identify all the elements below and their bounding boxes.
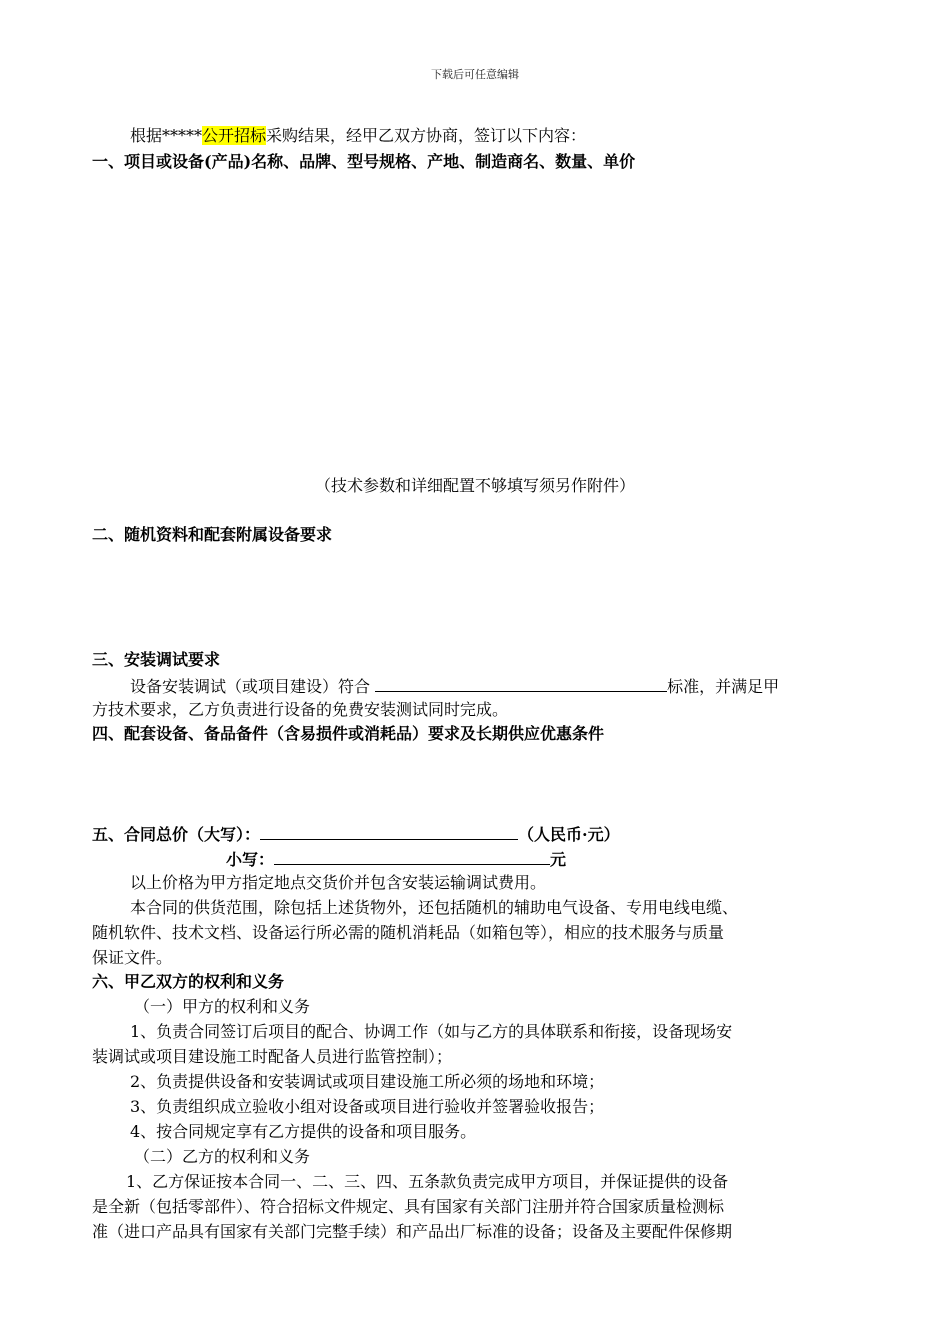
install-standard-blank: [375, 673, 667, 692]
section-5-paragraph-2-line-1: 本合同的供货范围，除包括上述货物外，还包括随机的辅助电气设备、专用电线电缆、: [130, 898, 739, 917]
total-price-words-blank: [260, 821, 518, 840]
section-3-paragraph-line-1: [92, 673, 900, 699]
intro-suffix: 采购结果，经甲乙双方协商，签订以下内容：: [266, 126, 587, 145]
section-5-title-line: [92, 821, 862, 847]
section-6b-item-1-line-1: 1、乙方保证按本合同一、二、三、四、五条款负责完成甲方项目，并保证提供的设备: [126, 1172, 729, 1191]
section-2-title: 二、随机资料和配套附属设备要求: [92, 525, 333, 544]
section-3-text-b: 标准，并满足甲: [667, 677, 780, 696]
section-6a-item-3: 3、负责组织成立验收小组对设备或项目进行验收并签署验收报告；: [130, 1097, 605, 1116]
section-3-text-a: 设备安装调试（或项目建设）符合: [130, 677, 371, 696]
section-6b-item-1-line-3: 准（进口产品具有国家有关部门完整手续）和产品出厂标准的设备；设备及主要配件保修期: [92, 1222, 733, 1241]
section-3-title: 三、安装调试要求: [92, 650, 221, 669]
page-header-note: 下载后可任意编辑: [431, 68, 519, 81]
intro-prefix: 根据*****: [130, 126, 203, 145]
section-6b-item-1-line-2: 是全新（包括零部件）、符合招标文件规定、具有国家有关部门注册并符合国家质量检测标: [92, 1197, 725, 1216]
intro-paragraph: [92, 124, 900, 148]
small-unit: 元: [550, 850, 567, 869]
section-6a-item-4: 4、按合同规定享有乙方提供的设备和项目服务。: [130, 1122, 477, 1141]
section-4-title: 四、配套设备、备品备件（含易损件或消耗品）要求及长期供应优惠条件: [92, 724, 605, 743]
intro-highlight: 公开招标: [202, 126, 267, 145]
section-5-title-a: 五、合同总价（大写）：: [92, 825, 261, 844]
section-1-note: （技术参数和详细配置不够填写须另作附件）: [314, 476, 635, 495]
section-6a-title: （一）甲方的权利和义务: [134, 997, 311, 1016]
section-5-paragraph-2-line-2: 随机软件、技术文档、设备运行所必需的随机消耗品（如箱包等），相应的技术服务与质量: [92, 923, 725, 942]
section-5-paragraph-2-line-3: 保证文件。: [92, 948, 173, 967]
section-6a-item-1-line-2: 装调试或项目建设施工时配备人员进行监管控制）；: [92, 1047, 453, 1066]
section-6a-item-1-line-1: 1、负责合同签订后项目的配合、协调工作（如与乙方的具体联系和衔接，设备现场安: [130, 1022, 733, 1041]
section-5-paragraph-1: 以上价格为甲方指定地点交货价并包含安装运输调试费用。: [130, 873, 547, 892]
section-3-paragraph-line-2: 方技术要求，乙方负责进行设备的免费安装测试同时完成。: [92, 700, 509, 719]
section-1-title: 一、项目或设备(产品)名称、品牌、型号规格、产地、制造商名、数量、单价: [92, 152, 636, 171]
section-6a-item-2: 2、负责提供设备和安装调试或项目建设施工所必须的场地和环境；: [130, 1072, 605, 1091]
section-5-small-line: [92, 846, 950, 872]
section-6b-title: （二）乙方的权利和义务: [134, 1147, 311, 1166]
section-5-title-b: （人民币·元）: [518, 825, 620, 844]
section-6-title: 六、甲乙双方的权利和义务: [92, 972, 285, 991]
small-label: 小写：: [226, 850, 275, 869]
total-price-number-blank: [274, 846, 550, 865]
